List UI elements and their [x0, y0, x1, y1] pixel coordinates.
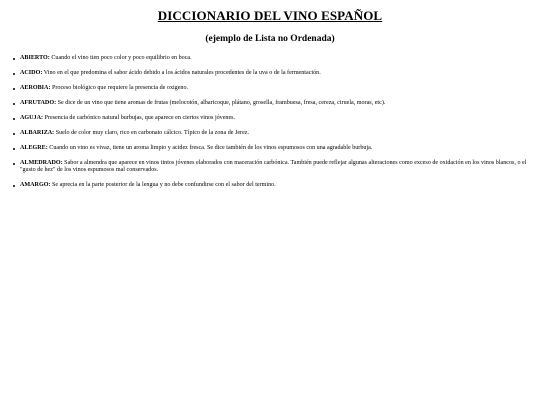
- term-definition: Presencia de carbónico natural burbujas, que aparece en ciertos vinos jóvenes.: [43, 115, 236, 121]
- term-definition: Se dice de un vino que tiene aromas de frutas (melocotón, albaricoque, plátano, grosella, frambuesa, fresa, cereza, ciruela, moras, etc).: [56, 100, 386, 106]
- term-label: ALEGRE:: [20, 145, 48, 151]
- page-title: DICCIONARIO DEL VINO ESPAÑOL: [157, 8, 383, 23]
- term-definition: Vino en el que predomina el sabor ácido debido a los ácidos naturales procedentes de la uva o de la fermentación.: [42, 70, 321, 76]
- wine-term-list: [10, 55, 530, 190]
- term-label: AGUJA:: [20, 115, 44, 121]
- term-definition: Sabor a almendra que aparece en vinos tintos jóvenes elaborados con maceración carbónica. También puede reflejar algunas alteraciones como exceso de oxidación en los vinos blancos, o el "gusto de hez" de los vinos espumosos mal conservados.: [20, 160, 527, 174]
- term-label: ALMEDRADO:: [20, 160, 63, 166]
- term-definition: Proceso biológico que requiere la presencia de oxigeno.: [50, 85, 189, 91]
- term-label: AEROBIA:: [20, 85, 51, 91]
- list-item: [10, 70, 530, 77]
- term-label: ACIDO:: [20, 70, 43, 76]
- term-label: ALBARIZA:: [20, 130, 55, 136]
- list-item: [10, 160, 530, 175]
- list-item: [10, 145, 530, 152]
- term-definition: Se aprecia en la parte posterior de la lengua y no debe confundirse con el sabor del termino.: [50, 182, 276, 189]
- term-label: ABIERTO:: [20, 55, 50, 61]
- list-item: [10, 100, 530, 107]
- page-subtitle: (ejemplo de Lista no Ordenada): [205, 34, 335, 44]
- list-item: [10, 182, 530, 189]
- term-definition: Suelo de color muy claro, rico en carbonato cálcico. Típico de la zona de Jerez.: [54, 130, 250, 136]
- list-item: [10, 55, 530, 62]
- term-definition: Cuando un vino es vivaz, tiene un aroma limpio y acidez fresca. Se dice también de los vinos espumosos con una agradable burbuja.: [47, 145, 373, 151]
- term-definition: Cuando el vino tien poco color y poco equilibrio en boca.: [49, 55, 192, 61]
- term-label: AFRUTADO:: [20, 100, 57, 106]
- list-item: [10, 115, 530, 122]
- list-item: [10, 130, 530, 137]
- term-label: AMARGO:: [20, 182, 51, 189]
- list-item: [10, 85, 530, 92]
